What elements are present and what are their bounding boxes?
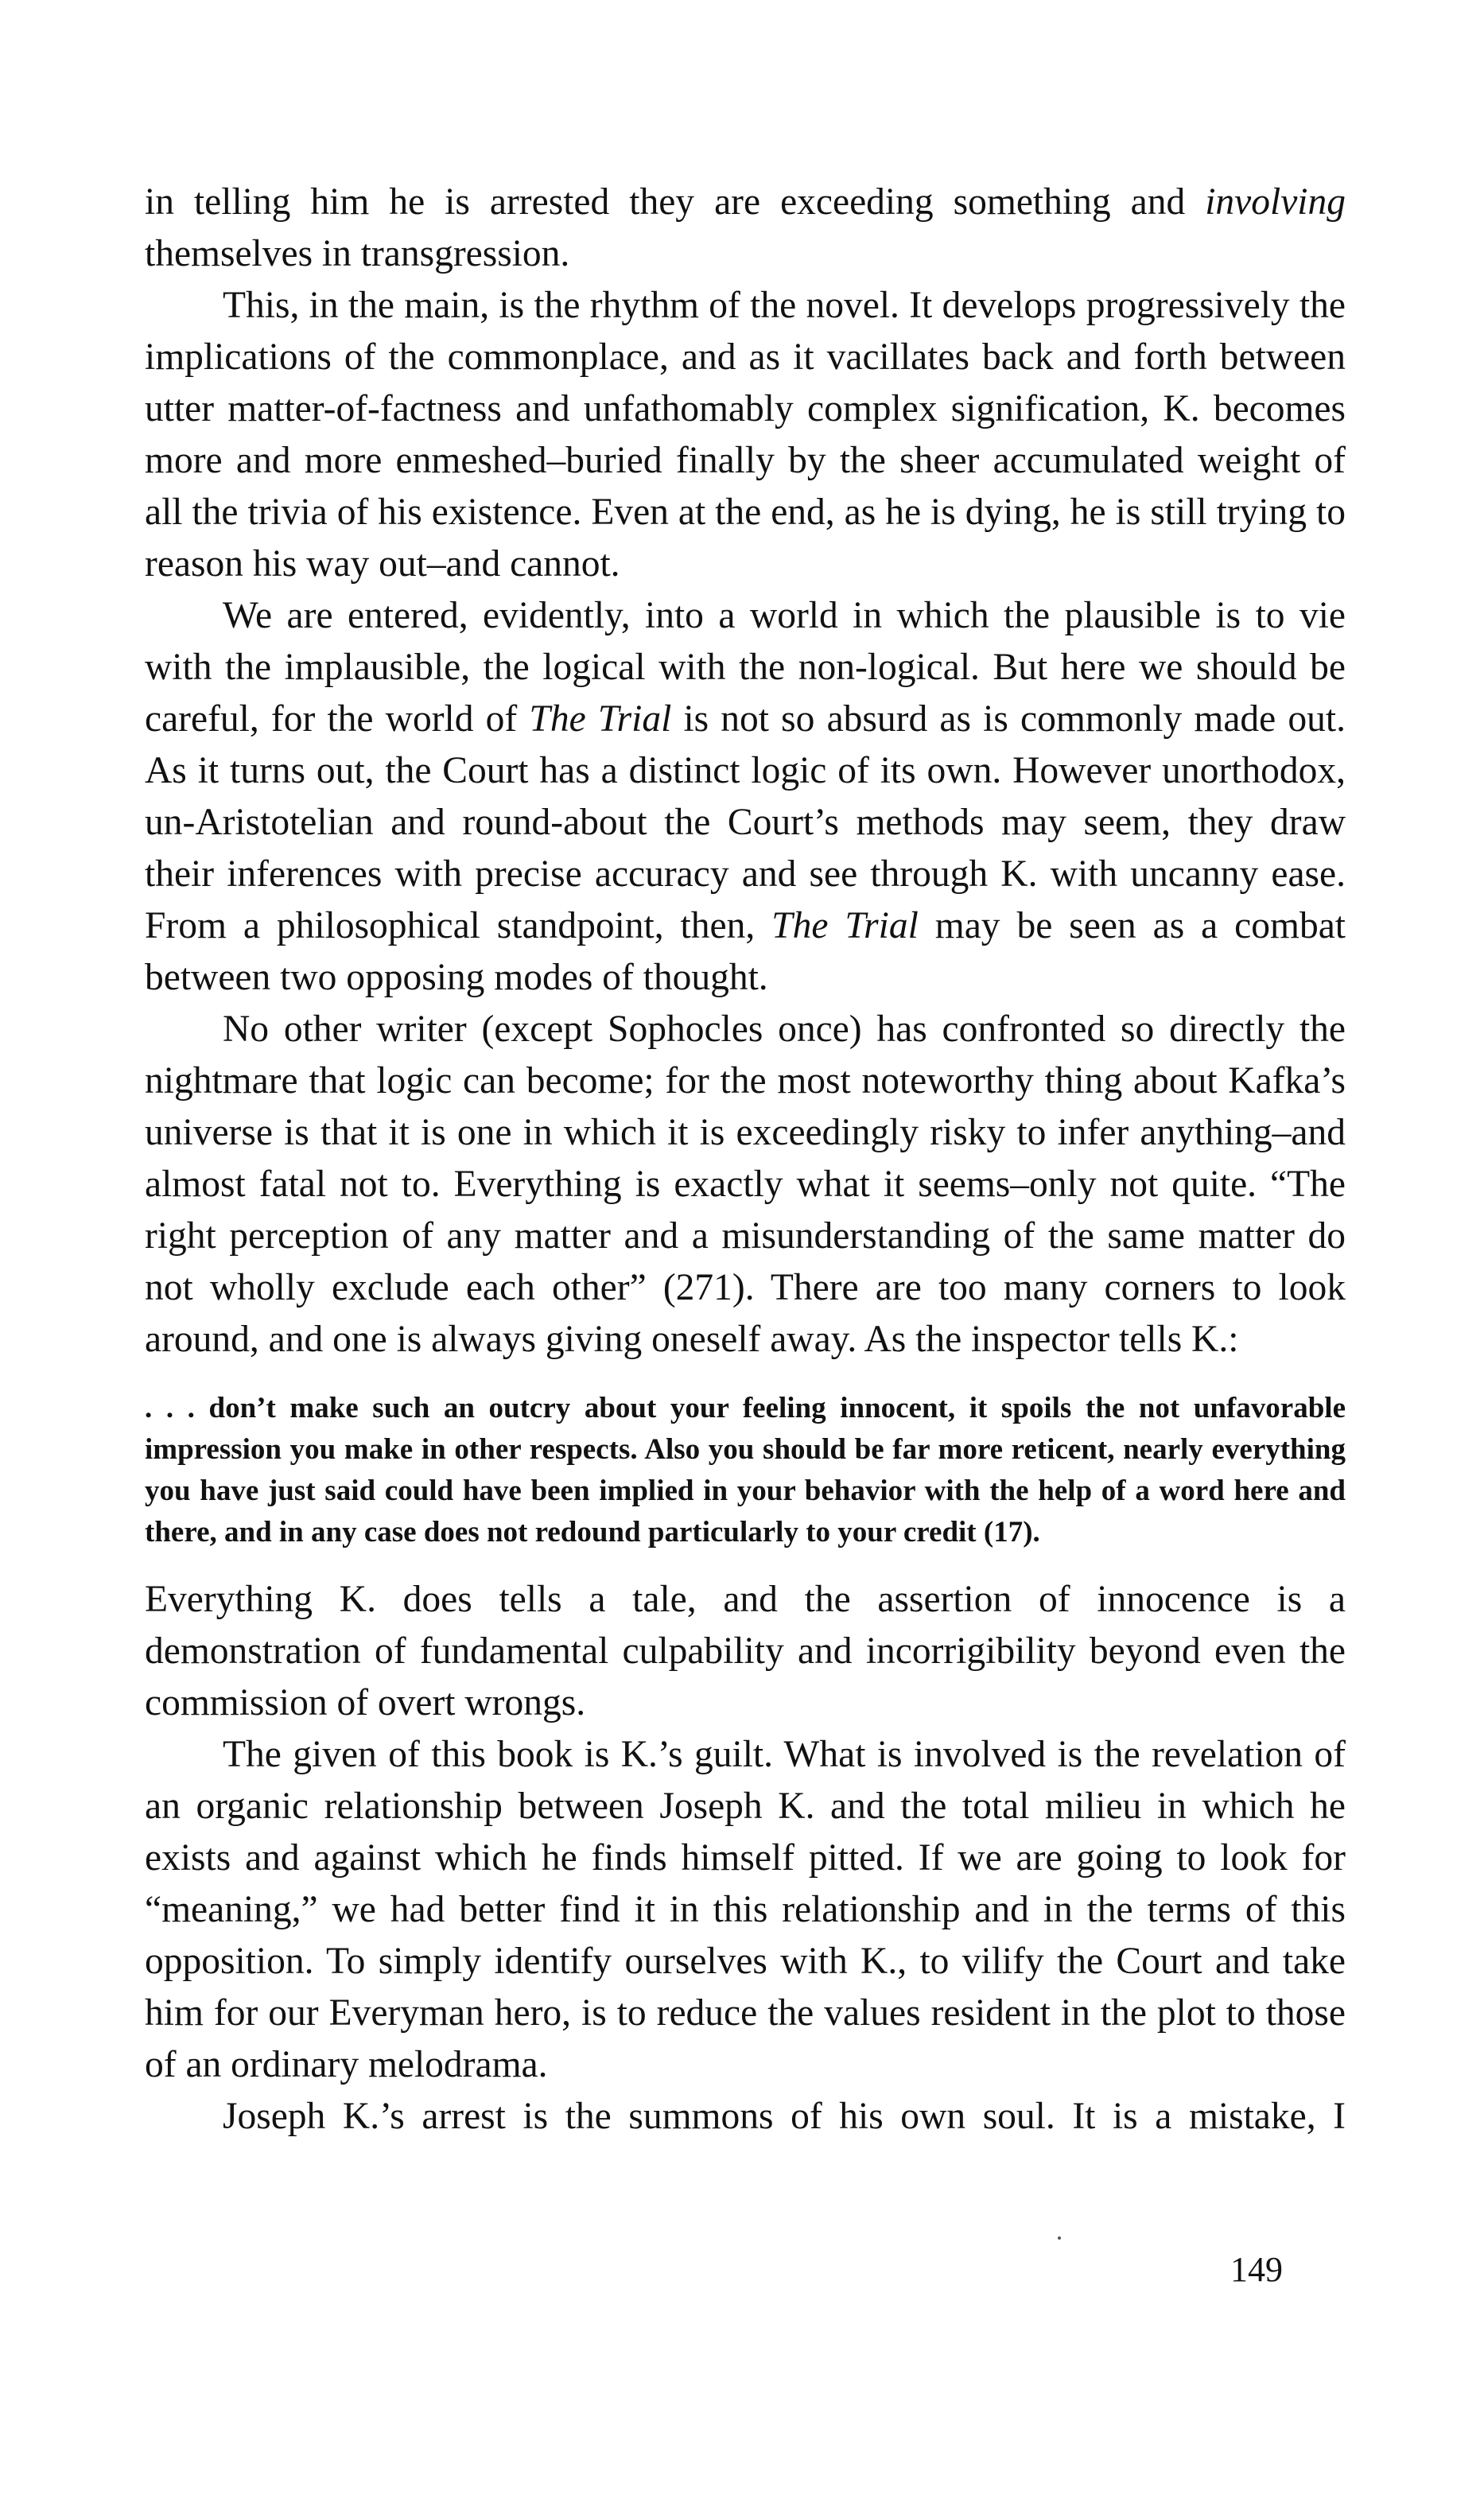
text-run: in telling him he is arrested they are exceeding something and	[145, 181, 1206, 223]
block-quote	[145, 1388, 1346, 1553]
paragraph-continuation	[145, 177, 1346, 280]
page-number: 149	[1230, 2250, 1283, 2289]
italic-text-run: involving	[1205, 181, 1346, 223]
text-run: This, in the main, is the rhythm of the novel. It develops progressively the implications of the commonplace, and as it vacillates back and forth between utter matter-of-factness and unfathomably complex signification, K. becomes more and more enmeshed–buried finally by the sheer accumulated weight of all the trivia of his existence. Even at the end, as he is dying, he is still trying to reason his way out–and cannot.	[145, 285, 1346, 585]
text-run: is not so absurd as is commonly made out. As it turns out, the Court has a distinct logic of its own. However unorthodox, un-Aristotelian and round-about the Court’s methods may seem, they draw their inferences with precise accuracy and see through K. with uncanny ease. From a philosophical standpoint, then,	[145, 698, 1346, 946]
paragraph-arrest	[145, 2091, 1346, 2143]
text-run: The given of this book is K.’s guilt. What is involved is the revelation of an organic relationship between Joseph K. and the total milieu in which he exists and against which he finds himself pitted. If we are going to look for “meaning,” we had better find it in this relationship and in the terms of this opposition. To simply identify ourselves with K., to vilify the Court and take him for our Everyman hero, is to reduce the values resident in the plot to those of an ordinary melodrama.	[145, 1734, 1346, 2085]
paragraph-rhythm	[145, 280, 1346, 590]
italic-title-the-trial: The Trial	[771, 905, 919, 946]
paragraph-tale	[145, 1574, 1346, 1729]
text-run: Joseph K.’s arrest is the summons of his own soul. It is a mistake, I	[223, 2096, 1346, 2137]
paragraph-guilt	[145, 1729, 1346, 2091]
italic-title-the-trial: The Trial	[529, 698, 672, 740]
text-run: themselves in transgression.	[145, 233, 570, 274]
text-run: We are entered, evidently, into a world in which the plausible is to vie with the implausible, the logical with the non-logical. But here we should be careful, for the world of	[145, 595, 1346, 740]
text-run: may be seen as a combat between two opposing modes of thought.	[145, 905, 1346, 998]
paragraph-logic	[145, 590, 1346, 1004]
paragraph-nightmare	[145, 1004, 1346, 1366]
text-run: No other writer (except Sophocles once) has confronted so directly the nightmare that logic can become; for the most noteworthy thing about Kafka’s universe is that it is one in which it is exceedingly risky to infer anything–and almost fatal not to. Everything is exactly what it seems–only not quite. “The right perception of any matter and a misunderstanding of the same matter do not wholly exclude each other” (271). There are too many corners to look around, and one is always giving oneself away. As the inspector tells K.:	[145, 1008, 1346, 1360]
quote-text: . . . don’t make such an outcry about your feeling innocent, it spoils the not unfavorable impression you make in other respects. Also you should be far more reticent, nearly everything you have just said could have been implied in your behavior with the help of a word here and there, and in any case does not redound particularly to your credit (17).	[145, 1392, 1346, 1548]
text-run: Everything K. does tells a tale, and the assertion of innocence is a demonstration of fundamental culpability and incorrigibility beyond even the commission of overt wrongs.	[145, 1579, 1346, 1723]
body-text	[145, 177, 1346, 2143]
scan-speck	[1058, 2236, 1061, 2240]
